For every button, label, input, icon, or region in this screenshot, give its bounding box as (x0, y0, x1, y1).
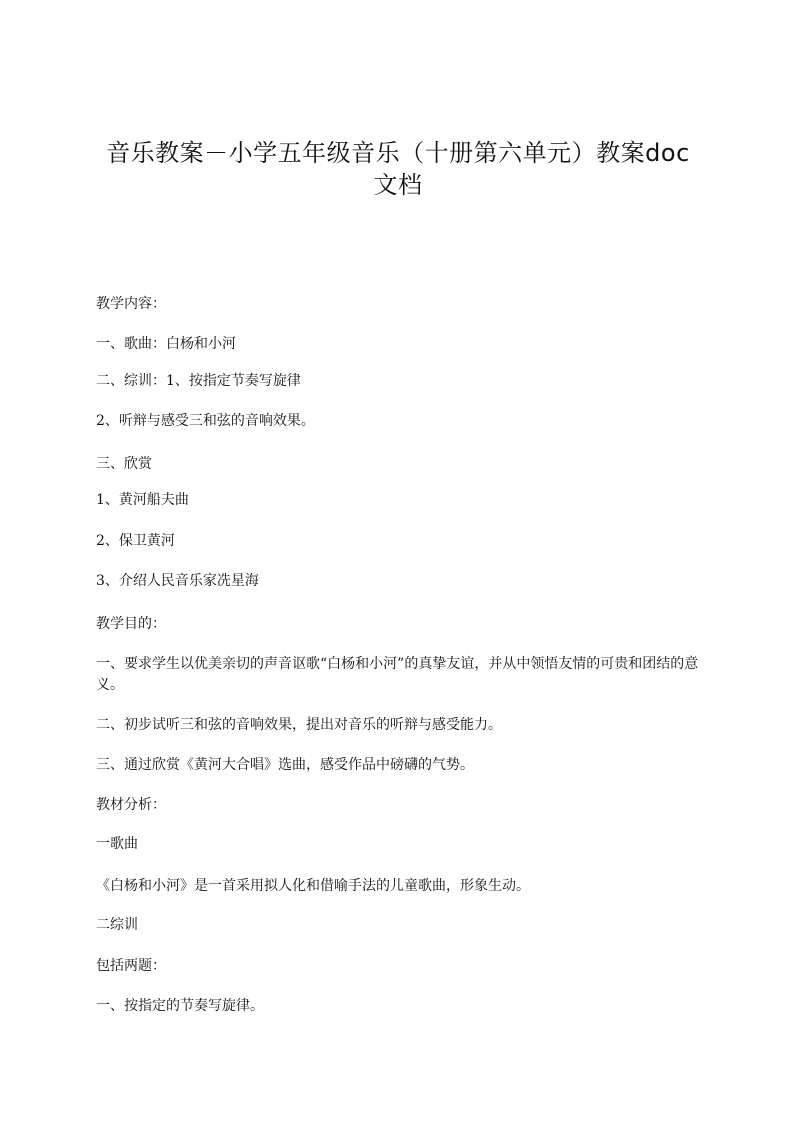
paragraph-appreciation-item-1: 1、黄河船夫曲 (96, 492, 189, 508)
paragraph-song: 一、歌曲：白杨和小河 (96, 336, 236, 352)
paragraph-training-1: 二、综训：1、按指定节奏写旋律 (96, 373, 301, 389)
paragraph-goal-1: 一、要求学生以优美亲切的声音讴歌“白杨和小河”的真挚友谊，并从中领悟友情的可贵和团结的意义。 (96, 656, 699, 693)
paragraph-teaching-content-heading: 教学内容： (96, 296, 166, 312)
paragraph-topic-1: 一、按指定的节奏写旋律。 (96, 998, 264, 1014)
paragraph-appreciation: 三、欣赏 (96, 456, 152, 472)
paragraph-appreciation-item-2: 2、保卫黄河 (96, 533, 175, 549)
paragraph-training-section: 二综训 (96, 917, 138, 933)
paragraph-two-topics: 包括两题： (96, 958, 166, 974)
paragraph-song-description: 《白杨和小河》是一首采用拟人化和借喻手法的儿童歌曲，形象生动。 (96, 878, 530, 894)
paragraph-training-2: 2、听辩与感受三和弦的音响效果。 (96, 413, 315, 429)
paragraph-goal-2: 二、初步试听三和弦的音响效果，提出对音乐的听辩与感受能力。 (96, 717, 502, 733)
paragraph-song-section: 一歌曲 (96, 836, 138, 852)
paragraph-goal-3: 三、通过欣赏《黄河大合唱》选曲，感受作品中磅礴的气势。 (96, 757, 474, 773)
paragraph-material-analysis-heading: 教材分析： (96, 797, 166, 813)
paragraph-teaching-goals-heading: 教学目的： (96, 616, 166, 632)
document-title: 音乐教案－小学五年级音乐（十册第六单元）教案doc文档 (106, 139, 690, 199)
paragraph-appreciation-item-3: 3、介绍人民音乐家冼星海 (96, 573, 259, 589)
